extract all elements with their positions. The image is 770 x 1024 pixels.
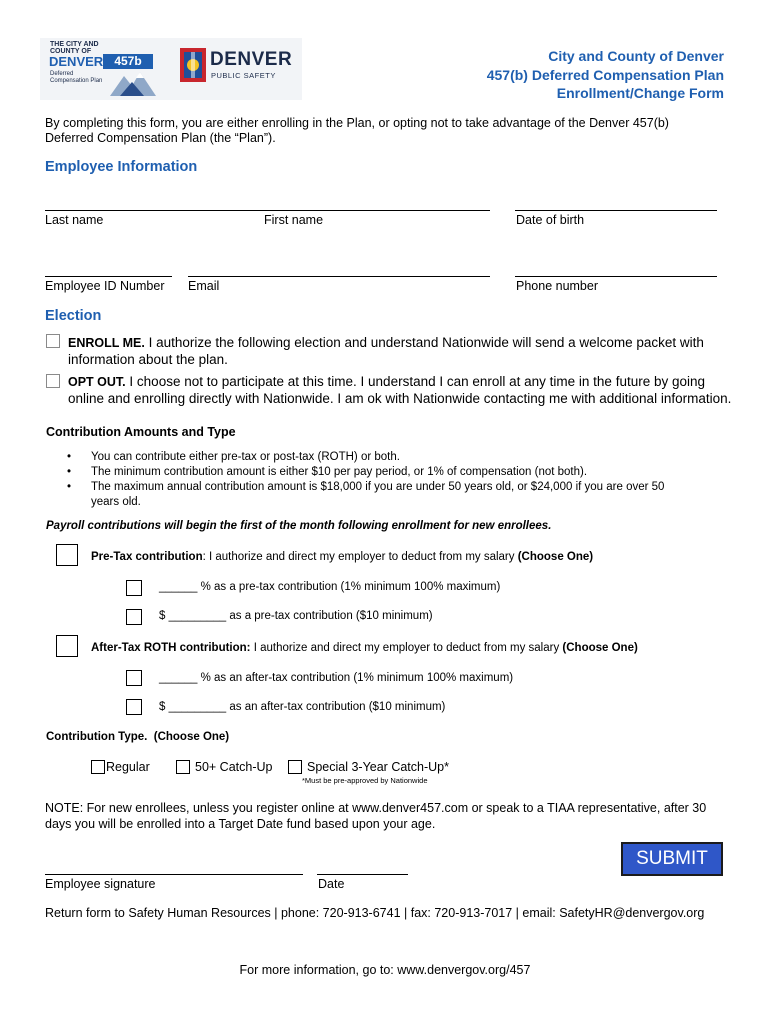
date-label: Date	[318, 877, 345, 891]
intro-line1: By completing this form, you are either enrolling in the Plan, or opting not to take advantage of the Denver 457(b)	[45, 116, 669, 130]
dob-line[interactable]	[515, 210, 717, 211]
note-line1: NOTE: For new enrollees, unless you register online at www.denver457.com or speak to a TIAA representative, after 30	[45, 801, 707, 815]
pretax-percent-checkbox[interactable]	[126, 580, 142, 596]
email-label: Email	[188, 279, 220, 293]
special-catchup-label: Special 3-Year Catch-Up*	[307, 760, 449, 774]
emp-id-label: Employee ID Number	[45, 279, 165, 293]
phone-line[interactable]	[515, 276, 717, 277]
regular-checkbox[interactable]	[91, 760, 105, 774]
pretax-dollar-text: $ _________ as a pre-tax contribution ($10 minimum)	[159, 610, 433, 622]
pretax-line	[91, 551, 593, 563]
catchup50-label: 50+ Catch-Up	[195, 760, 273, 774]
note-line2: days you will be enrolled into a Target Date fund based upon your age.	[45, 816, 436, 831]
enroll-checkbox[interactable]	[46, 334, 60, 348]
catchup50-checkbox[interactable]	[176, 760, 190, 774]
enroll-text2: information about the plan.	[68, 351, 228, 367]
aftertax-text: I authorize and direct my employer to deduct from my salary	[250, 642, 563, 654]
email-line[interactable]	[188, 276, 490, 277]
pretax-dollar-checkbox[interactable]	[126, 609, 142, 625]
bullet-3b: years old.	[91, 496, 141, 508]
logo-denver-sub: PUBLIC SAFETY	[211, 71, 276, 80]
aftertax-dollar-checkbox[interactable]	[126, 699, 142, 715]
submit-button[interactable]: SUBMIT	[621, 842, 723, 876]
header-title	[487, 47, 724, 103]
ctype-choose: (Choose One)	[153, 731, 230, 743]
logo-457-sub1: Deferred	[50, 71, 74, 77]
ctype-footnote: *Must be pre-approved by Nationwide	[302, 776, 428, 785]
header-line1: City and County of Denver	[548, 48, 724, 64]
pretax-choose: (Choose One)	[517, 551, 594, 563]
payroll-note: Payroll contributions will begin the first of the month following enrollment for new enrollees.	[46, 520, 552, 532]
more-info: For more information, go to: www.denvergov.org/457	[239, 963, 531, 977]
contrib-bullets	[45, 450, 745, 510]
regular-label: Regular	[106, 760, 150, 774]
signature-line[interactable]	[45, 874, 303, 875]
aftertax-percent-text: ______ % as an after-tax contribution (1% minimum 100% maximum)	[159, 672, 514, 684]
logo-457-sub2: Compensation Plan	[50, 78, 103, 84]
logo-457-badge: 457b	[103, 54, 153, 69]
note-text	[45, 801, 706, 832]
logo-denver-name: DENVER	[210, 49, 293, 70]
special-catchup-checkbox[interactable]	[288, 760, 302, 774]
phone-label: Phone number	[516, 279, 599, 293]
intro-text	[45, 116, 669, 145]
enroll-text	[68, 335, 758, 368]
aftertax-label: After-Tax ROTH contribution:	[91, 642, 251, 654]
aftertax-choose: (Choose One)	[562, 642, 638, 654]
enroll-text1: I authorize the following election and understand Nationwide will send a welcome packet with	[148, 335, 704, 350]
employee-heading: Employee Information	[45, 159, 198, 175]
signature-label: Employee signature	[45, 877, 156, 891]
safety-emblem-icon	[180, 48, 206, 82]
optout-text	[68, 374, 763, 407]
dob-label: Date of birth	[516, 213, 585, 227]
logo-457-denver: DENVER	[49, 54, 104, 69]
enroll-label: ENROLL ME.	[68, 336, 145, 350]
optout-text1: I choose not to participate at this time. I understand I can enroll at any time in the future by going	[129, 374, 706, 389]
date-line[interactable]	[317, 874, 408, 875]
pretax-checkbox[interactable]	[56, 544, 78, 566]
logo-457-line2: COUNTY OF	[50, 48, 92, 55]
aftertax-line	[91, 642, 638, 654]
ctype-heading-label: Contribution Type.	[46, 731, 148, 743]
aftertax-dollar-text: $ _________ as an after-tax contribution ($10 minimum)	[159, 701, 446, 713]
first-name-label: First name	[264, 213, 324, 227]
bullet-2: • The minimum contribution amount is either $10 per pay period, or 1% of compensation (not both).	[45, 465, 745, 480]
emp-id-line[interactable]	[45, 276, 172, 277]
mountain-icon	[110, 70, 156, 96]
bullet-3	[45, 480, 745, 510]
optout-label: OPT OUT.	[68, 375, 126, 389]
election-heading: Election	[45, 308, 102, 324]
denver-457b-logo	[48, 40, 160, 98]
return-info: Return form to Safety Human Resources | phone: 720-913-6741 | fax: 720-913-7017 | email: SafetyHR@denvergov.org	[45, 906, 705, 920]
bullet-1: • You can contribute either pre-tax or post-tax (ROTH) or both.	[45, 450, 745, 465]
pretax-percent-text: ______ % as a pre-tax contribution (1% minimum 100% maximum)	[159, 581, 501, 593]
optout-checkbox[interactable]	[46, 374, 60, 388]
name-line[interactable]	[45, 210, 490, 211]
denver-public-safety-logo	[180, 48, 295, 84]
aftertax-checkbox[interactable]	[56, 635, 78, 657]
last-name-label: Last name	[45, 213, 104, 227]
header-line2: 457(b) Deferred Compensation Plan	[486, 66, 724, 83]
intro-line2: Deferred Compensation Plan (the “Plan”).	[45, 130, 276, 145]
ctype-heading	[46, 731, 229, 743]
bullet-3a: The maximum annual contribution amount is $18,000 if you are under 50 years old, or $24,000 if you are over 50	[91, 481, 665, 493]
optout-text2: online and enrolling directly with Nationwide. I am ok with Nationwide contacting me with additional information.	[68, 390, 732, 406]
header-line3: Enrollment/Change Form	[556, 85, 724, 101]
contrib-heading: Contribution Amounts and Type	[46, 425, 236, 439]
aftertax-percent-checkbox[interactable]	[126, 670, 142, 686]
pretax-label: Pre-Tax contribution	[91, 551, 203, 563]
logo-457-line1: THE CITY AND	[50, 41, 99, 48]
pretax-text: : I authorize and direct my employer to deduct from my salary	[202, 551, 518, 563]
